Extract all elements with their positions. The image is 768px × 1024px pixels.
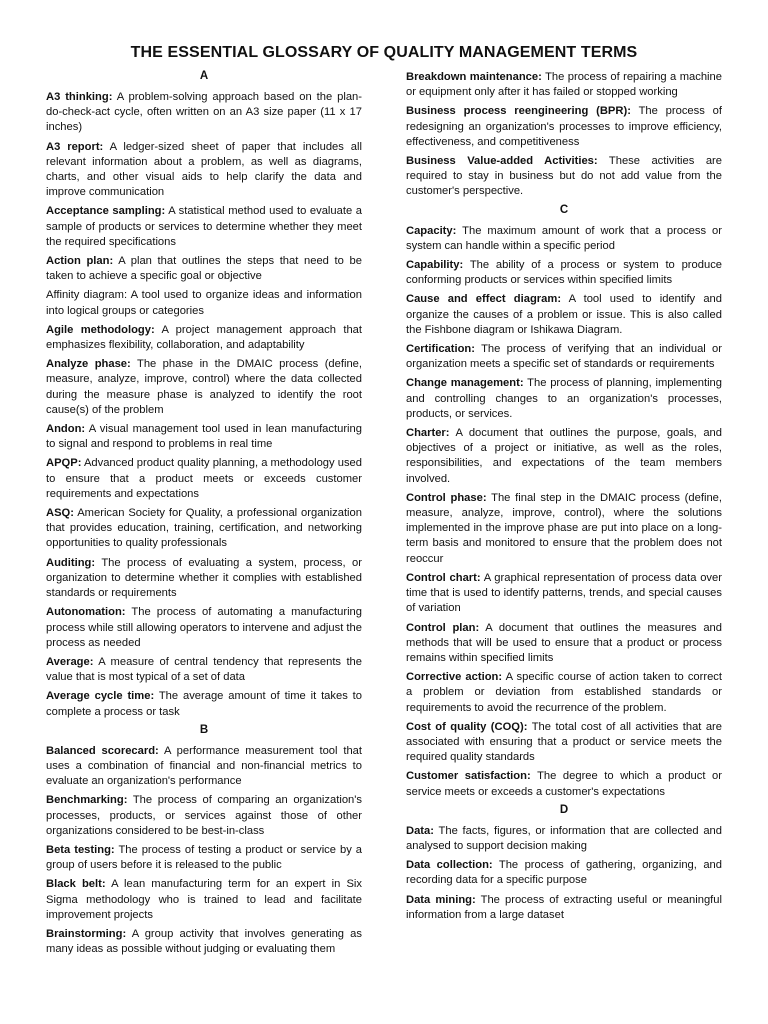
glossary-term: Control plan: bbox=[406, 621, 480, 634]
glossary-definition: A performance measurement tool that uses a combination of financial and non-financial metrics to evaluate an organization's performance bbox=[46, 744, 362, 788]
glossary-entry-data bbox=[406, 824, 722, 854]
glossary-entry-analyze-phase bbox=[46, 357, 362, 418]
glossary-definition: A problem-solving approach based on the plan-do-check-act cycle, often written on an A3 size paper (11 x 17 inches) bbox=[46, 91, 362, 134]
glossary-term: APQP: bbox=[46, 457, 82, 470]
glossary-term: Customer satisfaction: bbox=[406, 770, 531, 783]
glossary-definition: A plan that outlines the steps that need to be taken to achieve a specific goal or objective bbox=[46, 255, 362, 283]
glossary-term: Andon: bbox=[46, 423, 86, 436]
glossary-definition: A project management approach that emphasizes flexibility, collaboration, and adaptability bbox=[46, 323, 362, 352]
section-letter-c: C bbox=[559, 203, 569, 216]
glossary-entry-benchmarking bbox=[46, 793, 362, 839]
glossary-entry-autonomation bbox=[46, 605, 362, 651]
glossary-entry-business-process-reengineering-bpr bbox=[406, 104, 722, 150]
glossary-definition: A group activity that involves generating as many ideas as possible without judging or evaluating them bbox=[46, 927, 362, 956]
glossary-definition: The facts, figures, or information that are collected and analysed to support decision making bbox=[406, 824, 722, 852]
glossary-definition: The process of automating a manufacturing process while still allowing operators to intervene and adjust the process as needed bbox=[46, 606, 363, 649]
glossary-term: ASQ: bbox=[46, 507, 74, 520]
glossary-definition: A tool used to identify and organize the causes of a problem or issue. This is also called the Fishbone diagram or Ishikawa Diagram. bbox=[406, 293, 722, 336]
glossary-entry-capability bbox=[406, 258, 722, 288]
glossary-term: Agile methodology: bbox=[46, 323, 155, 336]
glossary-term: Balanced scorecard: bbox=[46, 744, 159, 757]
glossary-term: Certification: bbox=[406, 343, 475, 356]
glossary-term: Analyze phase: bbox=[46, 358, 131, 371]
glossary-entry-charter bbox=[406, 426, 722, 487]
left-column bbox=[46, 70, 362, 961]
glossary-definition: A visual management tool used in lean manufacturing to signal and respond to problems in real time bbox=[46, 423, 362, 451]
glossary-entry-black-belt bbox=[46, 877, 362, 923]
glossary-entry-cause-and-effect-diagram bbox=[406, 292, 722, 338]
glossary-definition: A specific course of action taken to correct a problem or deviation from established standards or requirements to avoid the recurrence of the problem. bbox=[406, 671, 723, 714]
glossary-entry-business-value-added-activities bbox=[406, 154, 722, 200]
glossary-entry-control-phase bbox=[406, 491, 722, 567]
glossary-definition: The process of gathering, organizing, and recording data for a specific purpose bbox=[406, 859, 722, 887]
glossary-definition: The final step in the DMAIC process (define, measure, analyze, improve, control), where the solutions implemented in the improve phase are put into place on a long-term basis and monitored to ensure that the problem does not reoccur bbox=[406, 491, 722, 565]
page-title: THE ESSENTIAL GLOSSARY OF QUALITY MANAGEMENT TERMS bbox=[130, 44, 638, 61]
section-letter-a: A bbox=[199, 70, 209, 82]
glossary-definition: The process of planning, implementing and controlling changes to an organization's processes, products, or services. bbox=[406, 377, 722, 420]
glossary-definition: A statistical method used to evaluate a sample of products or services to determine whether they meet the required specifications bbox=[46, 205, 362, 248]
glossary-definition: The process of repairing a machine or equipment only after it has failed or stopped working bbox=[406, 71, 722, 99]
glossary-definition: The process of redesigning an organization's processes to improve efficiency, effectiveness, and competitiveness bbox=[406, 105, 723, 148]
glossary-term: A3 report: bbox=[46, 140, 104, 153]
glossary-entry-breakdown-maintenance bbox=[406, 70, 722, 100]
glossary-entry-capacity bbox=[406, 224, 722, 254]
glossary-definition: The average amount of time it takes to complete a process or task bbox=[46, 690, 362, 718]
glossary-definition: A measure of central tendency that represents the value that is most typical of a set of data bbox=[46, 655, 362, 684]
glossary-entry-customer-satisfaction bbox=[406, 769, 722, 799]
glossary-term: Data: bbox=[406, 824, 434, 837]
glossary-definition: The process of comparing an organization's processes, products, or services against those of other organizations considered to be best-in-class bbox=[46, 794, 362, 837]
glossary-entry-change-management bbox=[406, 376, 722, 422]
glossary-term: Autonomation: bbox=[46, 606, 126, 619]
glossary-entry-auditing bbox=[46, 556, 362, 602]
glossary-term: Acceptance sampling: bbox=[46, 205, 166, 218]
glossary-term: Corrective action: bbox=[406, 671, 503, 684]
glossary-definition: A tool used to organize ideas and information into logical groups or categories bbox=[46, 289, 362, 317]
glossary-term: Auditing: bbox=[46, 556, 96, 569]
glossary-definition: The phase in the DMAIC process (define, measure, analyze, improve, control) where the data collected during the measure phase is analyzed to identify the root cause(s) of the problem bbox=[46, 358, 363, 416]
glossary-term: Brainstorming: bbox=[46, 927, 127, 940]
glossary-entry-agile-methodology bbox=[46, 323, 362, 353]
glossary-term: Data collection: bbox=[406, 859, 493, 872]
glossary-definition: A document that outlines the purpose, goals, and objectives of a project or initiative, as well as the roles, responsibilities, and expectations of the team members involved. bbox=[406, 427, 722, 485]
glossary-term: Benchmarking: bbox=[46, 794, 128, 807]
glossary-term: Average cycle time: bbox=[46, 690, 155, 703]
glossary-term: Business process reengineering (BPR): bbox=[406, 105, 631, 118]
glossary-definition: The maximum amount of work that a process or system can handle within a specific period bbox=[406, 224, 722, 252]
glossary-entry-action-plan bbox=[46, 254, 362, 284]
glossary-entry-a3-thinking bbox=[46, 90, 362, 136]
glossary-term: Control phase: bbox=[406, 491, 487, 504]
glossary-term: Breakdown maintenance: bbox=[406, 71, 542, 83]
glossary-entry-corrective-action bbox=[406, 670, 722, 716]
glossary-definition: The ability of a process or system to produce conforming products or services within specified limits bbox=[406, 259, 723, 287]
glossary-definition: The process of verifying that an individual or organization meets a specific set of standards or requirements bbox=[406, 343, 722, 371]
glossary-term: Capacity: bbox=[406, 224, 457, 237]
glossary-entry-control-chart bbox=[406, 571, 722, 617]
glossary-definition: A document that outlines the measures and methods that will be used to ensure that a product or process remains within specified limits bbox=[406, 621, 722, 664]
glossary-entry-affinity-diagram bbox=[46, 288, 362, 318]
glossary-entry-apqp bbox=[46, 456, 362, 502]
glossary-entry-average bbox=[46, 655, 362, 685]
glossary-definition: The degree to which a product or service meets or exceeds a customer's expectations bbox=[406, 770, 722, 798]
glossary-definition: The process of evaluating a system, process, or organization to determine whether it complies with established standards or requirements bbox=[46, 556, 362, 600]
glossary-definition: Advanced product quality planning, a methodology used to ensure that a product meets or exceeds customer requirements and expectations bbox=[46, 457, 362, 500]
glossary-definition: A graphical representation of process data over time that is used to identify patterns, trends, and special causes of variation bbox=[406, 571, 722, 615]
right-column bbox=[406, 70, 722, 927]
glossary-term: Control chart: bbox=[406, 571, 481, 584]
glossary-entry-data-collection bbox=[406, 858, 722, 888]
glossary-definition: A ledger-sized sheet of paper that includes all relevant information about a problem, as well as diagrams, charts, and other visual aids to help clarify the data and improve communication bbox=[46, 140, 362, 199]
glossary-term: Change management: bbox=[406, 377, 524, 390]
glossary-entry-average-cycle-time bbox=[46, 689, 362, 719]
glossary-entry-cost-of-quality-coq bbox=[406, 720, 722, 766]
glossary-entry-beta-testing bbox=[46, 843, 362, 873]
glossary-term: Affinity diagram: bbox=[46, 289, 128, 302]
section-letter-b: B bbox=[199, 723, 209, 736]
glossary-term: Cause and effect diagram: bbox=[406, 293, 562, 306]
glossary-entry-brainstorming bbox=[46, 927, 362, 957]
glossary-definition: The process of extracting useful or meaningful information from a large dataset bbox=[406, 893, 722, 921]
glossary-term: Cost of quality (COQ): bbox=[406, 720, 528, 733]
glossary-term: Average: bbox=[46, 655, 94, 668]
glossary-definition: A lean manufacturing term for an expert in Six Sigma methodology who is trained to lead and facilitate improvement projects bbox=[46, 878, 362, 921]
glossary-entry-acceptance-sampling bbox=[46, 204, 362, 250]
glossary-entry-balanced-scorecard bbox=[46, 744, 362, 790]
glossary-term: Action plan: bbox=[46, 255, 114, 268]
glossary-definition: American Society for Quality, a professional organization that provides education, training, certification, and networking opportunities to quality professionals bbox=[46, 507, 362, 550]
glossary-entry-andon bbox=[46, 422, 362, 452]
glossary-entry-data-mining bbox=[406, 893, 722, 923]
glossary-entry-asq bbox=[46, 506, 362, 552]
glossary-definition: These activities are required to stay in business but do not add value from the customer's perspective. bbox=[406, 155, 722, 198]
glossary-term: Data mining: bbox=[406, 893, 476, 906]
section-letter-d: D bbox=[559, 803, 569, 816]
glossary-entry-a3-report bbox=[46, 140, 362, 201]
glossary-definition: The process of testing a product or service by a group of users before it is released to the public bbox=[46, 843, 363, 872]
glossary-term: Black belt: bbox=[46, 878, 106, 891]
glossary-entry-control-plan bbox=[406, 621, 722, 667]
glossary-term: Charter: bbox=[406, 427, 450, 440]
glossary-term: A3 thinking: bbox=[46, 91, 113, 103]
glossary-entry-certification bbox=[406, 342, 722, 372]
glossary-term: Beta testing: bbox=[46, 843, 115, 856]
glossary-term: Capability: bbox=[406, 259, 464, 272]
glossary-term: Business Value-added Activities: bbox=[406, 155, 598, 168]
glossary-definition: The total cost of all activities that are associated with ensuring that a product or service meets the required quality standards bbox=[406, 720, 723, 764]
